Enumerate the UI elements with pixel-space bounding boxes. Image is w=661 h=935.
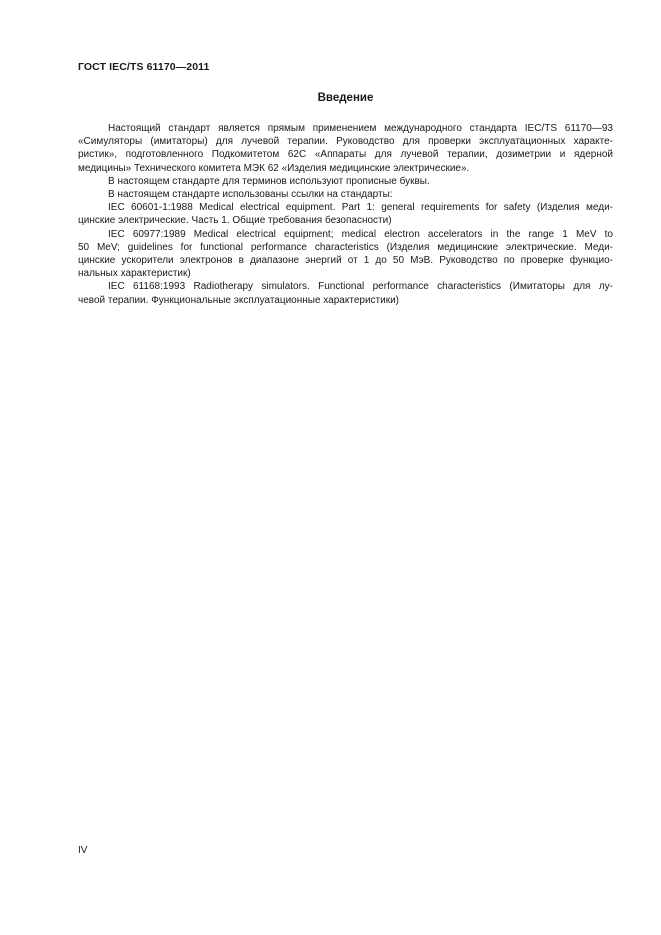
paragraph-line: цинские электрические. Часть 1. Общие требования безопасности) (78, 215, 392, 227)
section-title: Введение (317, 92, 374, 104)
paragraph-line: медицины» Технического комитета МЭК 62 «Изделия медицинские электрические». (78, 162, 470, 174)
paragraph-line: «Симуляторы (имитаторы) для лучевой терапии. Руководство для проверки эксплуатационных характе- (78, 136, 613, 148)
paragraph-line: Настоящий стандарт является прямым применением международного стандарта IEC/TS 61170—93 (108, 123, 613, 134)
paragraph-line: 50 MeV; guidelines for functional performance characteristics (Изделия медицинские электрические. Меди- (78, 241, 613, 253)
paragraph-line: IEC 61168:1993 Radiotherapy simulators. Functional performance characteristics (Имитаторы для лу- (108, 281, 613, 293)
document-header: ГОСТ IEC/TS 61170—2011 (78, 61, 210, 73)
paragraph-line: IEC 60601-1:1988 Medical electrical equipment. Part 1: general requirements for safety (Изделия меди- (108, 202, 613, 214)
paragraph-line: чевой терапии. Функциональные эксплуатационные характеристики) (78, 294, 399, 306)
paragraph-line: В настоящем стандарте для терминов используют прописные буквы. (108, 175, 430, 187)
paragraph-line: В настоящем стандарте использованы ссылки на стандарты: (108, 189, 393, 201)
paragraph-line: IEC 60977:1989 Medical electrical equipment; medical electron accelerators in the range 1 MeV to (108, 228, 613, 240)
body-text (78, 122, 613, 307)
paragraph-line: нальных характеристик) (78, 268, 191, 280)
paragraph-line: цинские ускорители электронов в диапазоне энергий от 1 до 50 МэВ. Руководство по проверке функцио- (78, 255, 613, 267)
paragraph-line: ристик», подготовленного Подкомитетом 62С «Аппараты для лучевой терапии, дозиметрии и ядерной (78, 149, 613, 161)
page-number: IV (78, 845, 88, 856)
